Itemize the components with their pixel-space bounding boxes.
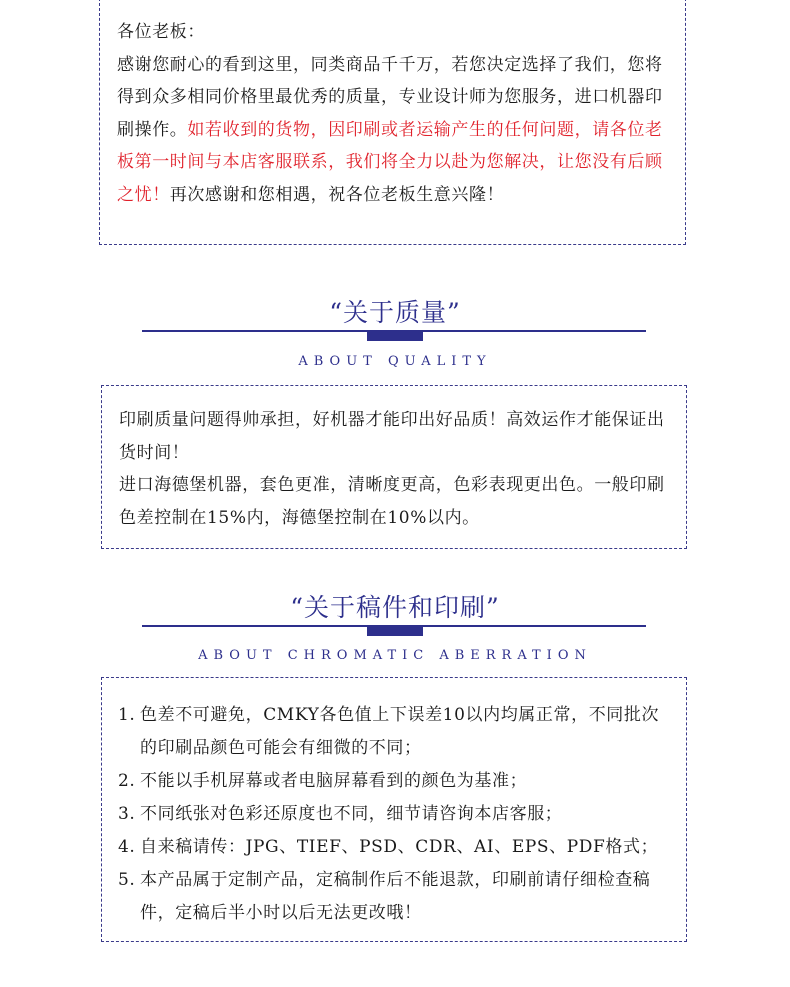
quality-title: “关于质量”: [329, 298, 461, 327]
list-item-text: 不同纸张对色彩还原度也不同，细节请咨询本店客服；: [140, 804, 563, 824]
quality-box: [101, 385, 687, 549]
intro-body-red: 如若收到的货物，因印刷或者运输产生的任何问题，请各位老板第一时间与本店客服联系，我们将全力以赴为您解决，让您没有后顾之忧！: [117, 119, 663, 205]
list-item: [118, 798, 676, 831]
manuscript-title: “关于稿件和印刷”: [290, 593, 500, 622]
list-item-number: 1.: [118, 705, 136, 725]
list-item: [118, 699, 676, 765]
intro-body-end: 再次感谢和您相遇，祝各位老板生意兴隆！: [169, 184, 505, 205]
list-item-text: 不能以手机屏幕或者电脑屏幕看到的颜色为基准；: [140, 771, 528, 791]
list-item: [118, 864, 676, 930]
quality-para-1: 印刷质量问题得帅承担，好机器才能印出好品质！高效运作才能保证出货时间！: [119, 410, 665, 463]
manuscript-box: [101, 677, 687, 942]
list-item-number: 2.: [118, 771, 136, 791]
list-item-number: 5.: [118, 870, 136, 890]
list-item-text: 色差不可避免，CMKY各色值上下误差10以内均属正常，不同批次的印刷品颜色可能会有细微的不同；: [140, 705, 660, 758]
manuscript-rule-tab: [367, 626, 423, 636]
intro-body-start: 感谢您耐心的看到这里，同类商品千千万，若您决定选择了我们，您将得到众多相同价格里最优秀的质量，专业设计师为您服务，进口机器印刷操作。: [117, 54, 663, 140]
list-item-text: 自来稿请传：JPG、TIEF、PSD、CDR、AI、EPS、PDF格式；: [140, 837, 659, 857]
list-item: [118, 831, 676, 864]
quality-rule-tab: [367, 331, 423, 341]
manuscript-subtitle: ABOUT CHROMATIC ABERRATION: [198, 648, 592, 663]
quality-subtitle: ABOUT QUALITY: [298, 354, 492, 369]
list-item-number: 3.: [118, 804, 136, 824]
intro-box: [99, 0, 686, 245]
quality-para-2: 进口海德堡机器，套色更准，清晰度更高，色彩表现更出色。一般印刷色差控制在15%内，海德堡控制在10%以内。: [119, 475, 665, 528]
list-item-number: 4.: [118, 837, 136, 857]
list-item-text: 本产品属于定制产品，定稿制作后不能退款，印刷前请仔细检查稿件，定稿后半小时以后无法更改哦！: [140, 870, 651, 923]
list-item: [118, 765, 676, 798]
intro-body: [117, 49, 671, 212]
intro-greeting: 各位老板：: [117, 22, 205, 42]
